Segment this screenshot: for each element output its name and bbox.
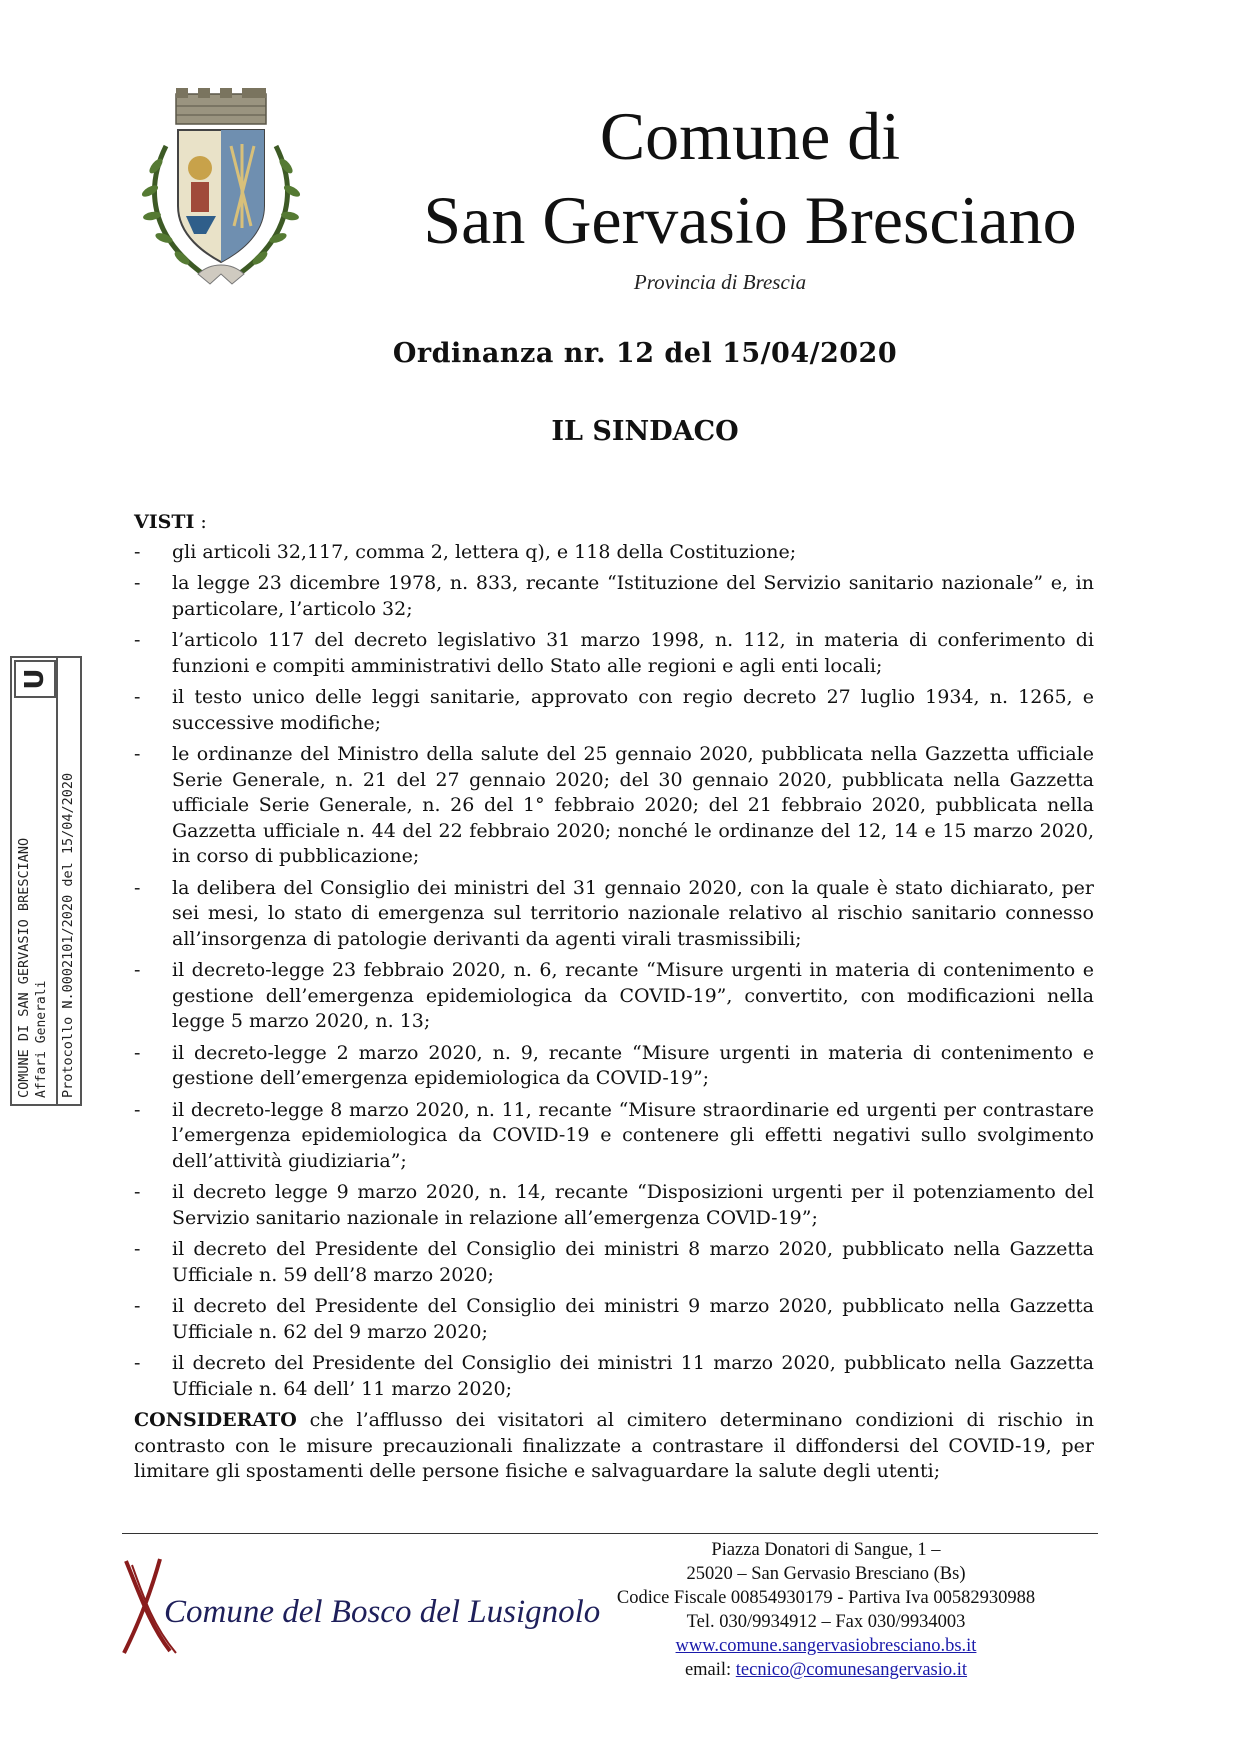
stamp-protocollo: Protocollo N.0002101/2020 del 15/04/2020 xyxy=(60,772,76,1098)
visti-item xyxy=(134,540,1094,566)
visti-item xyxy=(134,1351,1094,1402)
list-dash: - xyxy=(134,1295,141,1317)
footer-email-label: email: xyxy=(684,1660,736,1680)
stamp-ente: COMUNE DI SAN GERVASIO BRESCIANO xyxy=(16,837,32,1098)
footer-logo-text: Comune del Bosco del Lusignolo xyxy=(164,1594,601,1630)
footer-email-link[interactable]: tecnico@comunesangervasio.it xyxy=(735,1660,968,1680)
footer-address xyxy=(556,1538,1096,1682)
visti-colon: : xyxy=(194,511,207,533)
considerato-paragraph xyxy=(134,1408,1094,1485)
list-dash: - xyxy=(134,1181,141,1203)
list-dash: - xyxy=(134,959,141,981)
visti-heading xyxy=(134,510,1094,536)
stamp-divider xyxy=(56,658,58,1104)
visti-keyword: VISTI xyxy=(134,511,195,533)
visti-item-text: la legge 23 dicembre 1978, n. 833, recante “Istituzione del Servizio sanitario nazionale” e, in particolare, l’articolo 32; xyxy=(172,572,1094,620)
visti-item xyxy=(134,685,1094,736)
visti-item-text: l’articolo 117 del decreto legislativo 31 marzo 1998, n. 112, in materia di conferimento di funzioni e compiti amministrativi dello Stato alle regioni e agli enti locali; xyxy=(172,629,1094,677)
visti-item-text: la delibera del Consiglio dei ministri del 31 gennaio 2020, con la quale è stato dichiarato, per sei mesi, lo stato di emergenza sul territorio nazionale relativo al rischio sanitario connesso all’insorgenza di patologie derivanti da agenti virali trasmissibili; xyxy=(172,876,1094,950)
list-dash: - xyxy=(134,876,141,899)
visti-item-text: il decreto-legge 23 febbraio 2020, n. 6, recante “Misure urgenti in materia di contenimento e gestione dell’emergenza epidemiologica da COVID-19”, convertito, con modificazioni nella legge 5 marzo 2020, n. 13; xyxy=(172,959,1094,1032)
comune-title-line2: San Gervasio Bresciano xyxy=(423,182,1077,258)
protocol-stamp xyxy=(10,656,82,1106)
ordinance-body xyxy=(134,510,1094,1485)
list-dash: - xyxy=(134,1041,141,1064)
list-dash: - xyxy=(134,1352,141,1374)
visti-item xyxy=(134,742,1094,870)
visti-item-text: il decreto del Presidente del Consiglio dei ministri 8 marzo 2020, pubblicato nella Gazzetta Ufficiale n. 59 dell’8 marzo 2020; xyxy=(172,1238,1094,1286)
footer-address-line1: Piazza Donatori di Sangue, 1 – xyxy=(711,1540,941,1560)
provincia-subtitle: Provincia di Brescia xyxy=(633,270,807,294)
footer-phone: Tel. 030/9934912 – Fax 030/9934003 xyxy=(686,1612,966,1632)
list-dash: - xyxy=(134,743,141,765)
visti-item xyxy=(134,958,1094,1035)
footer-address-line2: 25020 – San Gervasio Bresciano (Bs) xyxy=(686,1564,966,1584)
list-dash: - xyxy=(134,686,141,708)
list-dash: - xyxy=(134,540,141,563)
list-dash: - xyxy=(134,1238,141,1260)
coat-of-arms-icon xyxy=(136,86,306,296)
list-dash: - xyxy=(134,1098,141,1121)
visti-item xyxy=(134,1294,1094,1345)
stamp-ufficio: Affari Generali xyxy=(34,980,49,1098)
considerato-keyword: CONSIDERATO xyxy=(134,1409,297,1431)
visti-item xyxy=(134,1041,1094,1092)
visti-item-text: il decreto del Presidente del Consiglio dei ministri 11 marzo 2020, pubblicato nella Gazzetta Ufficiale n. 64 dell’ 11 marzo 2020; xyxy=(172,1352,1094,1400)
visti-item xyxy=(134,1180,1094,1231)
footer-divider xyxy=(122,1533,1098,1534)
visti-item xyxy=(134,571,1094,622)
considerato-text: che l’afflusso dei visitatori al cimitero determinano condizioni di rischio in contrasto con le misure precauzionali finalizzate a contrastare il diffondersi del COVID-19, per limitare gli spostamenti delle persone fisiche e salvaguardare la salute degli utenti; xyxy=(134,1409,1094,1482)
comune-title-line1: Comune di xyxy=(599,98,901,174)
visti-item-text: il decreto legge 9 marzo 2020, n. 14, recante “Disposizioni urgenti per il potenziamento del Servizio sanitario nazionale in relazione all’emergenza COVlD-19”; xyxy=(172,1181,1094,1229)
visti-item-text: gli articoli 32,117, comma 2, lettera q), e 118 della Costituzione; xyxy=(172,540,797,563)
ordinanza-title: Ordinanza nr. 12 del 15/04/2020 xyxy=(392,338,898,369)
visti-item-text: il decreto del Presidente del Consiglio dei ministri 9 marzo 2020, pubblicato nella Gazzetta Ufficiale n. 62 del 9 marzo 2020; xyxy=(172,1295,1094,1343)
visti-item xyxy=(134,1098,1094,1175)
visti-item xyxy=(134,876,1094,953)
stamp-direction: U xyxy=(14,660,56,698)
visti-item-text: il testo unico delle leggi sanitarie, approvato con regio decreto 27 luglio 1934, n. 1265, e successive modifiche; xyxy=(172,686,1094,734)
visti-item-text: il decreto-legge 2 marzo 2020, n. 9, recante “Misure urgenti in materia di contenimento e gestione dell’emergenza epidemiologica da COVID-19”; xyxy=(172,1041,1094,1089)
visti-item xyxy=(134,628,1094,679)
visti-item xyxy=(134,1237,1094,1288)
visti-item-text: il decreto-legge 8 marzo 2020, n. 11, recante “Misure straordinarie ed urgenti per contrastare l’emergenza epidemiologica da COVID-19 e contenere gli effetti negativi sullo svolgimento dell’attività giudiziaria”; xyxy=(172,1098,1094,1172)
footer-fiscal: Codice Fiscale 00854930179 - Partiva Iva 00582930988 xyxy=(616,1588,1036,1608)
visti-item-text: le ordinanze del Ministro della salute del 25 gennaio 2020, pubblicata nella Gazzetta ufficiale Serie Generale, n. 21 del 27 gennaio 2020; del 30 gennaio 2020, pubblicata nella Gazzetta ufficiale Serie Generale, n. 26 del 1° febbraio 2020; del 21 febbraio 2020, pubblicata nella Gazzetta ufficiale n. 44 del 22 febbraio 2020; nonché le ordinanze del 12, 14 e 15 marzo 2020, in corso di pubblicazione; xyxy=(172,743,1094,867)
list-dash: - xyxy=(134,572,141,594)
sindaco-heading: IL SINDACO xyxy=(551,416,739,447)
footer-website-link[interactable]: www.comune.sangervasiobresciano.bs.it xyxy=(675,1636,977,1656)
comune-title xyxy=(370,94,1130,262)
list-dash: - xyxy=(134,629,141,651)
